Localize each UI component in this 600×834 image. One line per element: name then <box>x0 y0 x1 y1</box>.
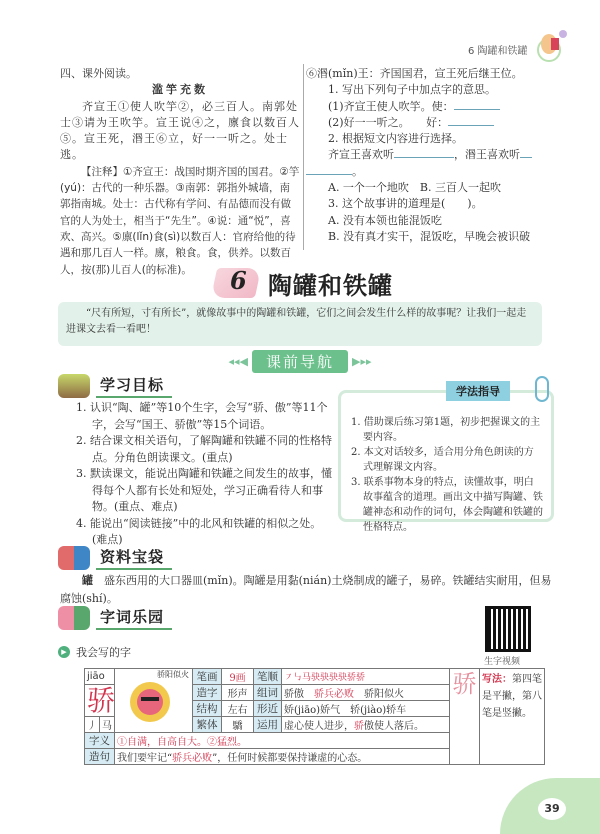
pre-class-nav <box>200 350 400 372</box>
goal-item: 1. 认识“陶、罐”等10个生字，会写“骄、傲”等11个字，会写“国王、骄傲”等15个词语。 <box>76 401 328 431</box>
answer-blank[interactable] <box>448 115 494 126</box>
note-6: ⑥湣(mǐn)王：齐国国君，宣王死后继王位。 <box>306 67 523 80</box>
sentence-part-1: 我们要牢记“ <box>117 753 173 764</box>
goals-list <box>76 400 334 549</box>
play-icon: ▶ <box>58 646 70 658</box>
goals-title: 学习目标 <box>96 374 172 398</box>
running-header: 6 陶罐和铁罐 <box>468 46 528 57</box>
goal-item: 4. 能说出“阅读链接”中的北风和铁罐的相似之处。(难点) <box>76 516 322 546</box>
resource-text <box>60 572 560 608</box>
write-chars-subheading <box>58 644 131 660</box>
word-2: 骄兵必败 <box>314 689 354 700</box>
sentence-part-2: 骄兵必败 <box>172 753 213 764</box>
answer-blank[interactable] <box>306 164 352 175</box>
label-trad: 繁体 <box>193 717 222 733</box>
main-char: 骄 <box>85 685 115 717</box>
label-order: 笔顺 <box>254 669 282 685</box>
label-words: 组词 <box>254 685 282 701</box>
passage-title: 滥竽充数 <box>152 83 208 97</box>
make-value: 形声 <box>222 685 254 701</box>
mascot-icon <box>535 28 569 64</box>
writing-tip <box>480 669 545 765</box>
write-chars-title: 我会写的字 <box>76 646 131 659</box>
passage-notes: 【注释】①齐宣王：战国时期齐国的国君。②竽(yú)：古代的一种乐器。③南郭：郭指外城墙，南郭指南城。处士：古代称有学问、有品德而没有做官的人为处士，相当于“先生”。④说：通“悦”，喜欢、高兴。⑤廪(lǐn)食(sì)以数百人：官府给他的待遇和那几百人一样。廪，粮食。食，供养。以数百人，按(那)儿百人(的标准)。 <box>60 165 300 276</box>
practice-grid[interactable] <box>450 669 480 765</box>
question-3-option-b: B. 没有真才实干，混饭吃，早晚会被识破 <box>328 229 531 243</box>
words-heading <box>58 606 172 630</box>
resource-word: 罐 <box>82 574 93 587</box>
right-arrows-icon: ▶▸▸ <box>352 354 372 368</box>
question-1a <box>306 99 556 115</box>
study-guide-box <box>338 390 554 533</box>
paperclip-icon <box>535 376 549 402</box>
struct-value: 左右 <box>222 701 254 717</box>
sentence-value <box>115 749 450 765</box>
sun-icon <box>125 680 175 724</box>
stroke-order: ㇇㇉马𫘝𫘝𫘝𫘝骄骄 <box>282 669 450 685</box>
answer-blank[interactable] <box>454 99 500 110</box>
question-3-option-a: A. 没有本领也能混饭吃 <box>328 213 442 227</box>
question-1: 1. 写出下列句子中加点字的意思。 <box>328 83 496 97</box>
strokes-value: 9画 <box>222 669 254 685</box>
label-similar: 形近 <box>254 701 282 717</box>
char-pinyin: jiāo <box>85 669 115 685</box>
character-table <box>84 668 545 765</box>
words-value <box>282 685 450 701</box>
sentence-part-3: ”，任何时候都要保持谦虚的心态。 <box>212 753 368 764</box>
tip-label: 写法： <box>482 674 512 685</box>
guide-item: 3. 联系事物本身的特点，读懂故事，明白故事蕴含的道理。画出文中描写陶罐、铁罐神态和动作的词句，体会陶罐和铁罐的性格特点。 <box>351 477 543 533</box>
label-meaning: 字义 <box>85 733 115 749</box>
column-divider <box>303 64 304 250</box>
question-2: 2. 根据短文内容进行选择。 <box>328 132 463 146</box>
label-make: 造字 <box>193 685 222 701</box>
passage-text: 齐宣王①使人吹竽②，必三百人。南郭处士③请为王吹竽。宣王说④之，廪食以数百人⑤。宣王死，湣王⑥立，好一一听之。处士逃。 <box>60 99 300 162</box>
question-2-options: A. 一个一个地吹 B. 三百人一起吹 <box>328 181 502 195</box>
reading-left-column <box>60 66 300 278</box>
words-icon <box>58 606 90 630</box>
page-number: 39 <box>538 798 566 820</box>
label-sentence: 造句 <box>85 749 115 765</box>
lesson-number: 6 <box>230 266 247 295</box>
illustration-caption: 骄阳似火 <box>157 670 189 679</box>
use-part-1: 虚心使人进步， <box>284 721 354 732</box>
char-illustration <box>115 669 193 733</box>
guide-item: 2. 本文对话较多，适合用分角色朗读的方式理解课文内容。 <box>351 447 534 473</box>
goals-heading <box>58 374 172 398</box>
use-value <box>282 717 450 733</box>
radical-stroke: 丿 <box>85 717 100 733</box>
resource-definition: 盛东西用的大口器皿(mǐn)。陶罐是用黏(nián)土烧制成的罐子，易碎。铁罐结实耐用，但易腐蚀(shí)。 <box>60 574 552 605</box>
reading-right-column <box>306 66 556 245</box>
goal-item: 3. 默读课文，能说出陶罐和铁罐之间发生的故事，懂得每个人都有长处和短处，学习正确看待人和事物。(重点、难点) <box>76 467 332 513</box>
question-2-fill-cont: 。 <box>306 164 556 180</box>
question-2-fill <box>306 147 556 163</box>
left-arrows-icon: ◂◂◀ <box>228 354 248 368</box>
q2b-text: ，湣王喜欢听 <box>454 148 520 162</box>
lesson-title: 陶罐和铁罐 <box>268 271 393 300</box>
qr-code[interactable] <box>485 606 531 652</box>
use-part-3: 傲使人落后。 <box>364 721 424 732</box>
word-1: 骄傲 <box>284 689 304 700</box>
resource-heading <box>58 546 172 570</box>
nav-banner: 课前导航 <box>252 350 348 373</box>
q2a-text: 齐宣王喜欢听 <box>328 148 394 162</box>
practice-char: 骄 <box>452 670 477 698</box>
question-3: 3. 这个故事讲的道理是( )。 <box>328 197 483 211</box>
radical: 马 <box>100 717 115 733</box>
label-strokes: 笔画 <box>193 669 222 685</box>
resource-bag-icon <box>58 546 90 570</box>
q1a-text: (1)齐宣王使人吹竽。使： <box>328 99 454 113</box>
question-1b <box>306 115 556 131</box>
use-part-2: 骄 <box>354 721 364 732</box>
guide-item: 1. 借助课后练习第1题，初步把握课文的主要内容。 <box>351 417 541 443</box>
meaning-value: ①自满，自高自大。②猛烈。 <box>115 733 450 749</box>
resource-title: 资料宝袋 <box>96 546 172 570</box>
qr-label: 生字视频 <box>484 657 521 667</box>
word-3: 骄阳似火 <box>364 689 404 700</box>
tip-text: 第四笔是平撇，第八笔是竖撇。 <box>482 674 542 719</box>
q1b-text: (2)好一一听之。 好： <box>328 115 449 129</box>
label-struct: 结构 <box>193 701 222 717</box>
words-title: 字词乐园 <box>96 606 172 630</box>
label-use: 运用 <box>254 717 282 733</box>
goal-item: 2. 结合课文相关语句，了解陶罐和铁罐不同的性格特点。分角色朗读课文。(重点) <box>76 434 332 464</box>
trad-value: 驕 <box>222 717 254 733</box>
similar-value: 娇(jiāo)娇气 轿(jiào)轿车 <box>282 701 450 717</box>
study-guide-tag: 学法指导 <box>446 381 510 401</box>
goals-icon <box>58 374 90 398</box>
answer-blank[interactable] <box>520 147 532 158</box>
lesson-intro: “尺有所短，寸有所长”，就像故事中的陶罐和铁罐，它们之间会发生什么样的故事呢？让我们一起走进课文去看一看吧！ <box>58 302 542 346</box>
section-heading: 四、课外阅读。 <box>60 67 137 80</box>
answer-blank[interactable] <box>394 147 454 158</box>
